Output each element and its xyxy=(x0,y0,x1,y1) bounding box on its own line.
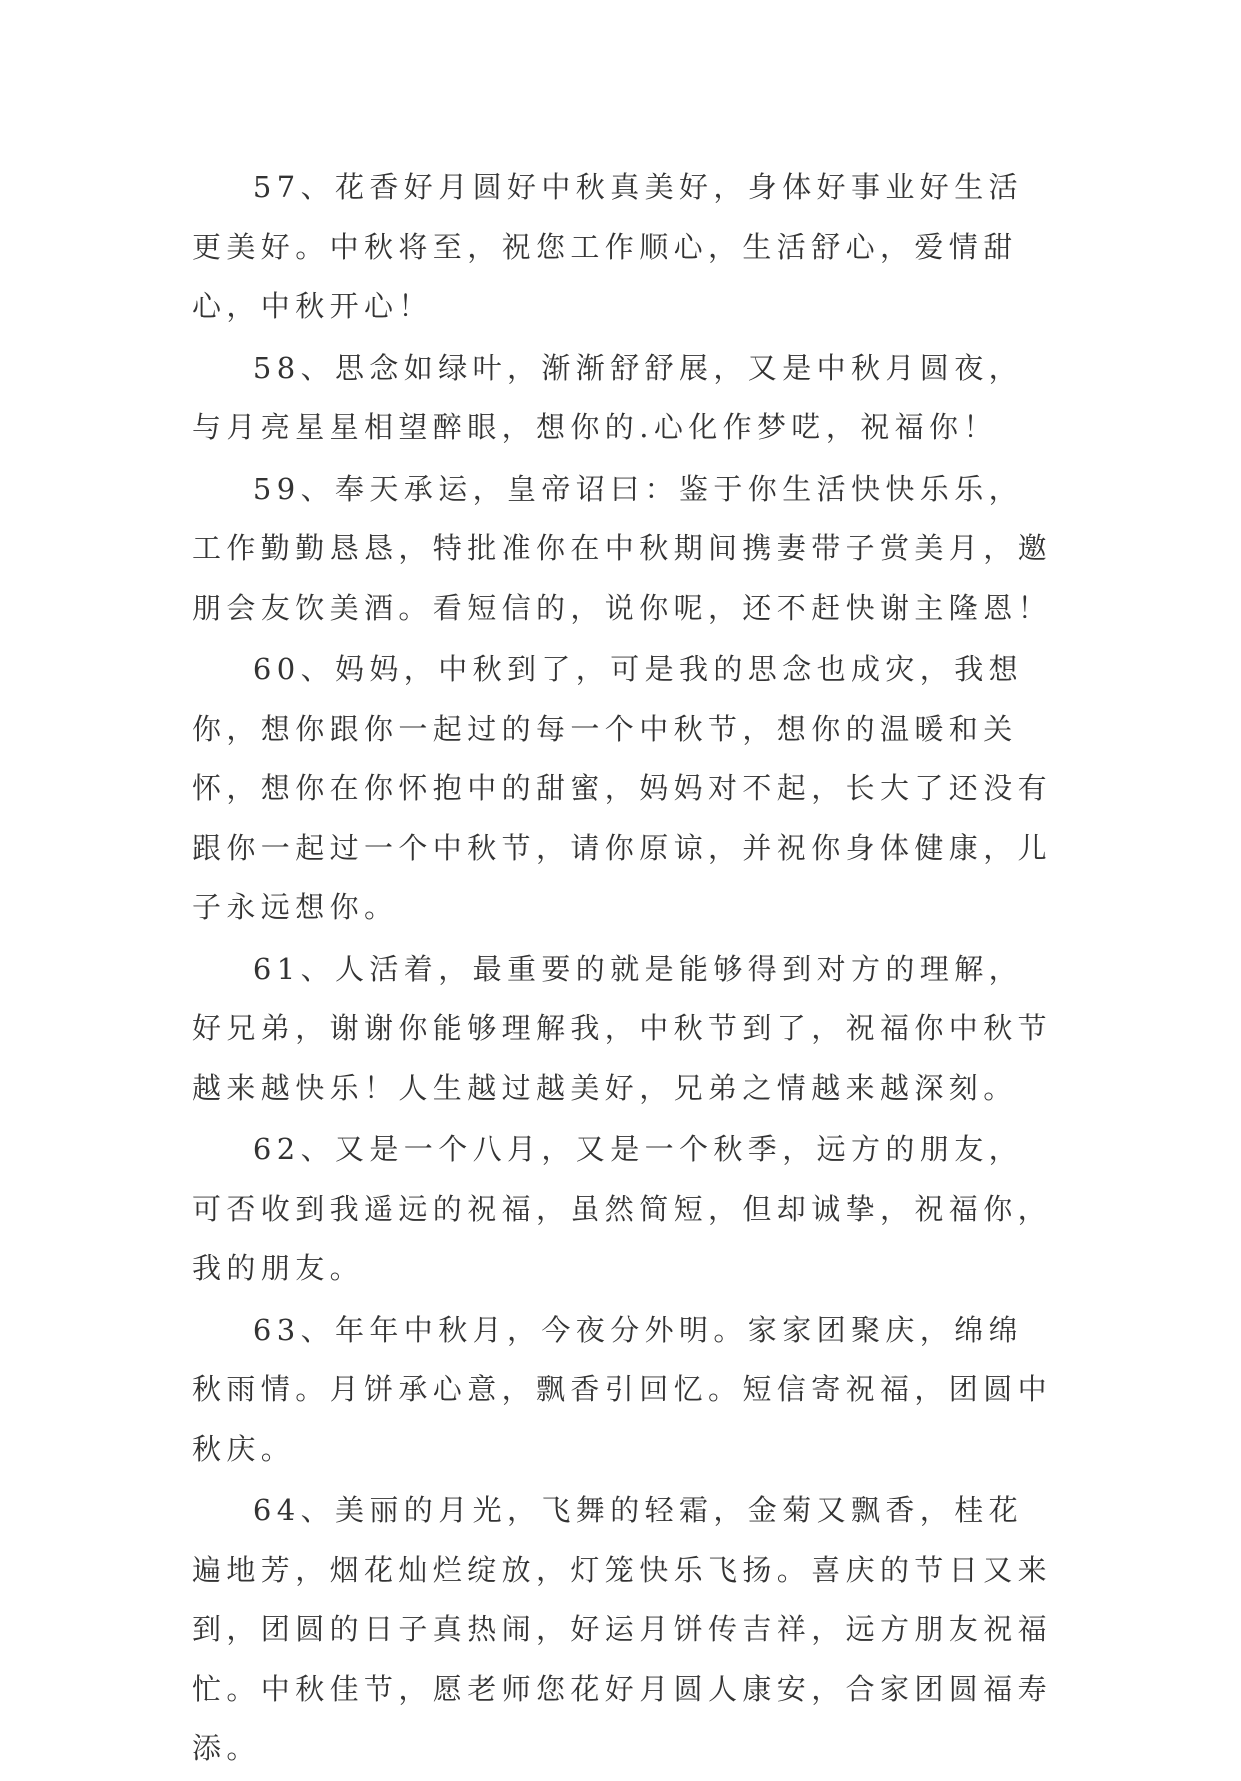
paragraph-62: 62、又是一个八月，又是一个秋季，远方的朋友，可否收到我遥远的祝福，虽然简短，但却诚挚，祝福你，我的朋友。 xyxy=(192,1132,1053,1285)
paragraph-64: 64、美丽的月光，飞舞的轻霜，金菊又飘香，桂花遍地芳，烟花灿烂绽放，灯笼快乐飞扬。喜庆的节日又来到，团圆的日子真热闹，好运月饼传吉祥，远方朋友祝福忙。中秋佳节，愿老师您花好月圆人康安，合家团圆福寿添。 xyxy=(192,1493,1053,1765)
paragraph-63: 63、年年中秋月，今夜分外明。家家团聚庆，绵绵秋雨情。月饼承心意，飘香引回忆。短信寄祝福，团圆中秋庆。 xyxy=(192,1312,1053,1466)
paragraph-61: 61、人活着，最重要的就是能够得到对方的理解，好兄弟，谢谢你能够理解我，中秋节到了，祝福你中秋节越来越快乐！人生越过越美好，兄弟之情越来越深刻。 xyxy=(192,951,1053,1105)
paragraph-58: 58、思念如绿叶，渐渐舒舒展，又是中秋月圆夜，与月亮星星相望醉眼，想你的.心化作梦呓，祝福你！ xyxy=(192,350,1023,444)
document-body xyxy=(192,158,1052,1781)
paragraph-59: 59、奉天承运，皇帝诏曰：鉴于你生活快快乐乐，工作勤勤恳恳，特批准你在中秋期间携妻带子赏美月，邀朋会友饮美酒。看短信的，说你呢，还不赶快谢主隆恩！ xyxy=(192,471,1053,625)
paragraph-57: 57、花香好月圆好中秋真美好，身体好事业好生活更美好。中秋将至，祝您工作顺心，生活舒心，爱情甜心，中秋开心！ xyxy=(192,170,1023,323)
paragraph-60: 60、妈妈，中秋到了，可是我的思念也成灾，我想你，想你跟你一起过的每一个中秋节，想你的温暖和关怀，想你在你怀抱中的甜蜜，妈妈对不起，长大了还没有跟你一起过一个中秋节，请你原谅，并祝你身体健康，儿子永远想你。 xyxy=(192,652,1053,924)
